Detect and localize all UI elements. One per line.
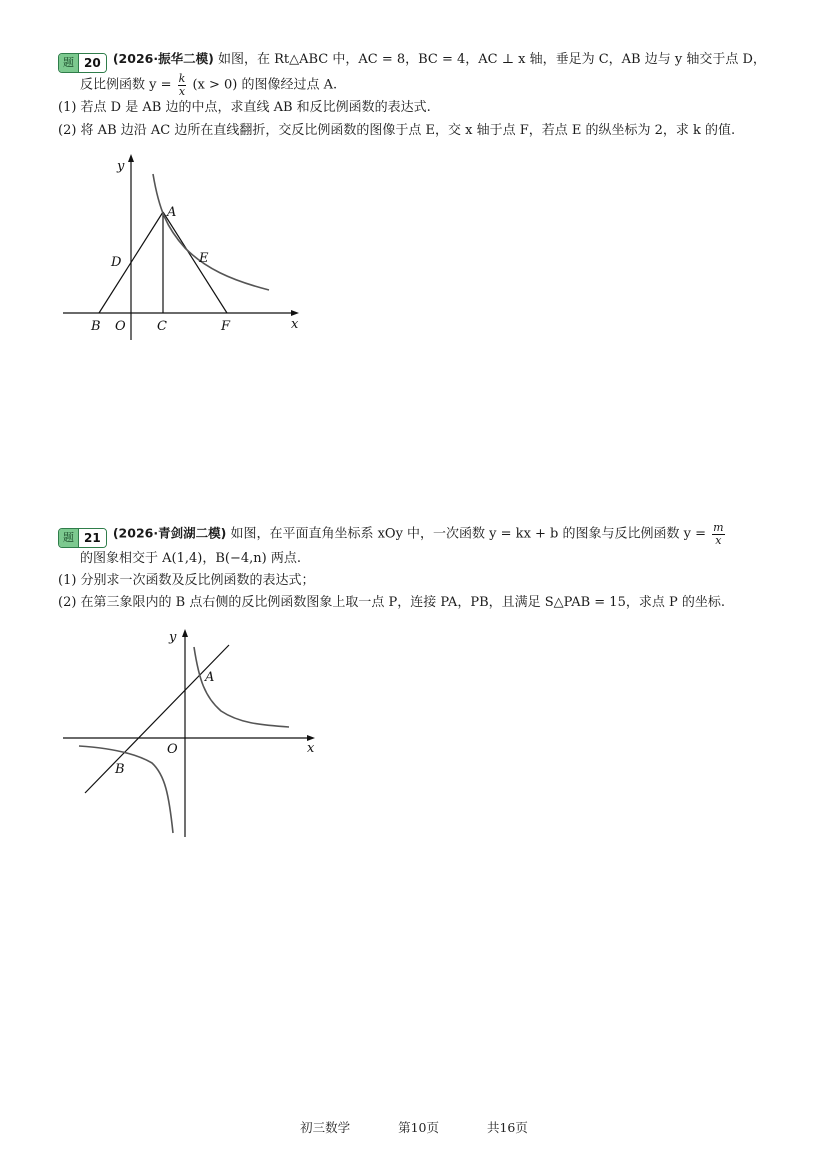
- linear-function-line: [85, 645, 229, 793]
- x-axis-arrow: [291, 310, 299, 316]
- label-a: A: [205, 670, 215, 685]
- problem-21-number: 21: [78, 529, 106, 547]
- problem-20-stem-line2: 反比例函数 y = $\frac{k}{x}$ (x > 0) 的图像经过点 A.: [80, 72, 338, 98]
- label-d: D: [111, 255, 122, 270]
- segment-af: [163, 212, 227, 313]
- problem-21-badge: 题 21: [58, 528, 107, 548]
- problem-21-question-1: (1) 分别求一次函数及反比例函数的表达式；: [58, 572, 315, 588]
- problem-21-figure: [55, 625, 335, 840]
- footer-page: 第10页: [398, 1120, 439, 1135]
- hyperbola-branch-third-quadrant: [79, 746, 173, 833]
- y-axis-arrow: [128, 154, 134, 162]
- problem-20-stem-text1: 如图，在 Rt△ABC 中，AC = 8，BC = 4，AC ⊥ x 轴，垂足为 C，AB 边与 y 轴交于点 D，: [217, 52, 766, 67]
- problem-20-question-2: (2) 将 AB 边沿 AC 边所在直线翻折，交反比例函数的图像于点 E，交 x 轴于点 F，若点 E 的纵坐标为 2，求 k 的值.: [58, 122, 736, 138]
- problem-20-figure: [55, 150, 315, 340]
- footer-subject: 初三数学: [300, 1120, 351, 1135]
- label-x: x: [307, 741, 315, 756]
- label-e: E: [199, 251, 209, 266]
- label-a: A: [167, 205, 177, 220]
- problem-20-badge: 题 20: [58, 53, 107, 73]
- problem-20-stem-line1: [58, 48, 788, 73]
- problem-21: [58, 522, 788, 614]
- label-o: O: [167, 742, 178, 757]
- problem-20: [58, 48, 788, 142]
- label-y: y: [117, 159, 125, 174]
- problem-20-number: 20: [78, 54, 106, 72]
- page-footer: [0, 1118, 828, 1136]
- inverse-function-curve: [153, 174, 269, 290]
- label-x: x: [291, 317, 299, 332]
- fraction-k-over-x: $\frac{k}{x}$: [178, 72, 186, 98]
- problem-21-stem-line2: 的图象相交于 A(1,4)，B(−4,n) 两点.: [80, 550, 301, 566]
- fraction-m-over-x: $\frac{m}{x}$: [713, 521, 724, 547]
- label-f: F: [221, 319, 231, 334]
- label-c: C: [157, 319, 167, 334]
- problem-20-question-1: (1) 若点 D 是 AB 边的中点，求直线 AB 和反比例函数的表达式.: [58, 100, 431, 116]
- problem-21-question-2: (2) 在第三象限内的 B 点右侧的反比例函数图象上取一点 P，连接 PA，PB，且满足 S△PAB = 15，求点 P 的坐标.: [58, 595, 725, 611]
- label-o: O: [115, 319, 126, 334]
- footer-total: 共16页: [486, 1120, 528, 1135]
- y-axis-arrow: [182, 629, 188, 637]
- problem-21-stem-line1: [58, 522, 788, 548]
- hyperbola-branch-first-quadrant: [194, 647, 289, 727]
- label-b: B: [115, 762, 125, 777]
- problem-21-stem-text1: 如图，在平面直角坐标系 xOy 中，一次函数 y = kx + b 的图象与反比例函数 y =: [230, 526, 707, 542]
- label-b: B: [91, 319, 101, 334]
- label-y: y: [169, 630, 177, 645]
- problem-20-source: (2026·振华二模): [112, 51, 214, 66]
- problem-21-source: (2026·青剑湖二模): [112, 525, 227, 541]
